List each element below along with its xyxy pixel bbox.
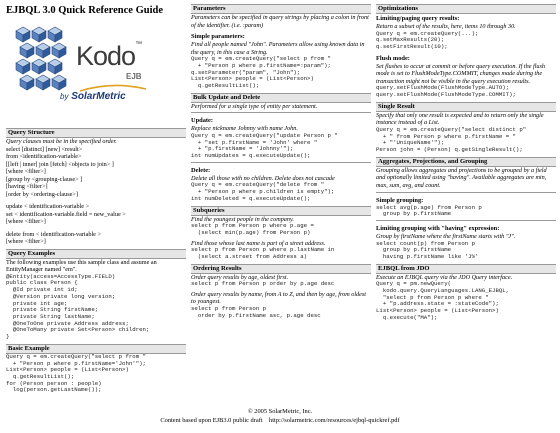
logo-company: by SolarMetric [60,91,126,102]
code-block: Query q = em.createQuery("delete from " + "Person p where p.children is empty"); int numDeleted = q.executeUpdate(); [191,181,335,202]
section-heading: EJBQL from JDO [376,264,556,274]
section-heading: Ordering Results [191,264,371,274]
code-block: select p from Person p where p.lastName in (select a.street from Address a) [191,246,335,260]
subsection-heading: Simple parameters: [191,33,245,41]
code-block: Query q = em.createQuery(...); q.setMaxResults(20); q.setFirstResult(10); [376,29,479,50]
structure-line: [having <filter>] [6,183,48,191]
section-description: Parameters can be specified in query strings by placing a colon in front of the identifier. (i.e. :param) [191,14,369,29]
query-structure-lines [6,146,186,246]
section-heading: Parameters [191,4,371,14]
code-block: Query q = em.createQuery("update Person p " + "set p.firstName = 'John' where " + "p.firstName = 'Johnny'"); int numUpdates = q.executeUpdate(); [191,132,338,160]
code-block: select p from Person p order by p.firstName asc, p.age desc [191,305,321,319]
section-heading: Query Examples [6,249,186,259]
column-3 [376,4,556,322]
column-2 [191,4,371,319]
structure-line: select [distinct] [new] <result> [6,145,83,153]
code-block: Query q = pm.newQuery( kodo.query.QueryLanguages.LANG_EJBQL, "select p from Person p where " + "p.address.state = :stateCode"); List<Person> people = (List<Person>) q.execute("MA"); [376,280,510,321]
section-description: Performed for a single type of entity per statement. [191,102,318,110]
code-block: Query q = em.createQuery("select p from " + "Person p where p.firstName='John'"); List<Person> people = (List<Person>) q.getResultList(); for (Person person : people) log(person.getLastName()); [6,352,146,394]
section-description: The following examples use this sample class and assume an EntityManager named "em". [6,258,157,274]
structure-line: from <identification-variable> [6,153,82,161]
section-description: Find those whose last name is part of a street address. [191,239,326,247]
footer-source: Content based upon EJB3.0 public draft http://solarmetric.com/resources/ejbql-quickref.pdf [160,417,400,424]
subsection-description: Set flushes to occur at commit or before query execution. If the flush mode is set to FlushModeType.COMMIT, changes made during the transaction might not be visible in the query execution results. [376,62,546,85]
cubes-logo-icon [10,23,72,93]
structure-line: [where <filter>] [6,218,46,226]
section-description: Order query results by name, from A to Z, and then by age, from oldest to youngest. [191,290,367,306]
logo-product: EJB [126,72,142,81]
code-block: select avg(p.age) from Person p group by p.firstName [376,203,482,218]
structure-line: update < identification-variable > [6,203,90,211]
section-heading: Bulk Update and Delete [191,93,371,103]
kodo-logo [6,19,186,125]
subsection-description: Return a subset of the results, here, items 10 through 30. [376,23,516,30]
section-heading: Optimizations [376,4,556,14]
code-block: select p from Person p where p.age = (select min(p.age) from Person p) [191,222,314,236]
structure-line: [where <filter>] [6,168,46,176]
subsection-description: Delete all those with no children. Delete does not cascade [191,174,335,182]
subsection-heading: Flush mode: [376,54,410,62]
section-heading: Single Result [376,102,556,112]
subsection-description: Group by firstName where the firstName starts with "J". [376,233,516,241]
subsection-heading: Update: [191,117,214,125]
section-heading: Aggregates, Projections, and Grouping [376,157,556,167]
section-description: Grouping allows aggregates and projections to be grouped by a field and optionally limited using "having". Available aggregates are min, max, sum, avg, and count. [376,166,547,190]
code-block: select count(p) from Person p group by p.firstName having p.firstName like 'J%' [376,239,479,261]
structure-line: [where <filter>] [6,238,46,246]
structure-line: [order by <ordering-clause>] [6,190,78,198]
section-heading: Basic Example [6,344,186,354]
section-description: Find the youngest people in the company. [191,215,294,223]
section-description: Order query results by age, oldest first. [191,273,289,281]
section-description: Specify that only one result is expected and to return only the single instance instead of a List. [376,111,544,127]
column-1 [6,4,186,394]
structure-line: set < identification-variable.field = new_value > [6,210,126,218]
code-block: Query q = em.createQuery("select p from " + "Person p where p.firstName=:param"); q.setParameter("param", "John"); List<Person> people = (List<Person>) q.getResultList(); [191,55,331,90]
code-block: select p from Person p order by p.age desc [191,280,335,288]
section-heading: Subqueries [191,206,371,216]
subsection-heading: Limiting/paging query results: [376,15,460,22]
logo-brand: Kodo™ [76,41,142,71]
structure-line: delete from < identification-variable > [6,230,101,238]
page-title: EJBQL 3.0 Quick Reference Guide [6,5,164,16]
code-block: @Entity(access=AccessType.FIELD) public class Person { @Id private int id; @Version private long version; private int age; private String firstName; private String lastName; @OneToOne private Address address; @OneToMany private Set<Person> children; } [6,272,150,341]
structure-line: [[left | inner] join [fetch] <objects to join> ] [6,160,114,168]
section-heading: Query Structure [6,128,186,138]
subsection-heading: Simple grouping: [376,196,424,204]
section-description: Execute an EJBQL query via the JDO Query interface. [376,273,513,281]
section-description: Query clauses must be in the specified order. [6,138,117,145]
footer-copyright: © 2005 SolarMetric, Inc. [247,408,313,415]
subsection-heading: Delete: [191,166,211,174]
subsection-heading: Limiting grouping with "having" expression: [376,225,500,233]
code-block: Query q = em.createQuery("select distinct p" + " from Person p where p.firstName = " + "'UniqueName'"); Person john = (Person) q.getSingleResult(); [376,126,527,154]
structure-line: [group by <grouping-clause> ] [6,175,83,183]
subsection-description: Replace nickname Johnny with name John. [191,125,298,133]
subsection-description: Find all people named "John". Parameters allow using known data in the query, in this case a String. [191,41,365,56]
code-block: query.setFlushMode(FlushModeType.AUTO); query.setFlushMode(FlushModeType.COMMIT); [376,84,516,99]
